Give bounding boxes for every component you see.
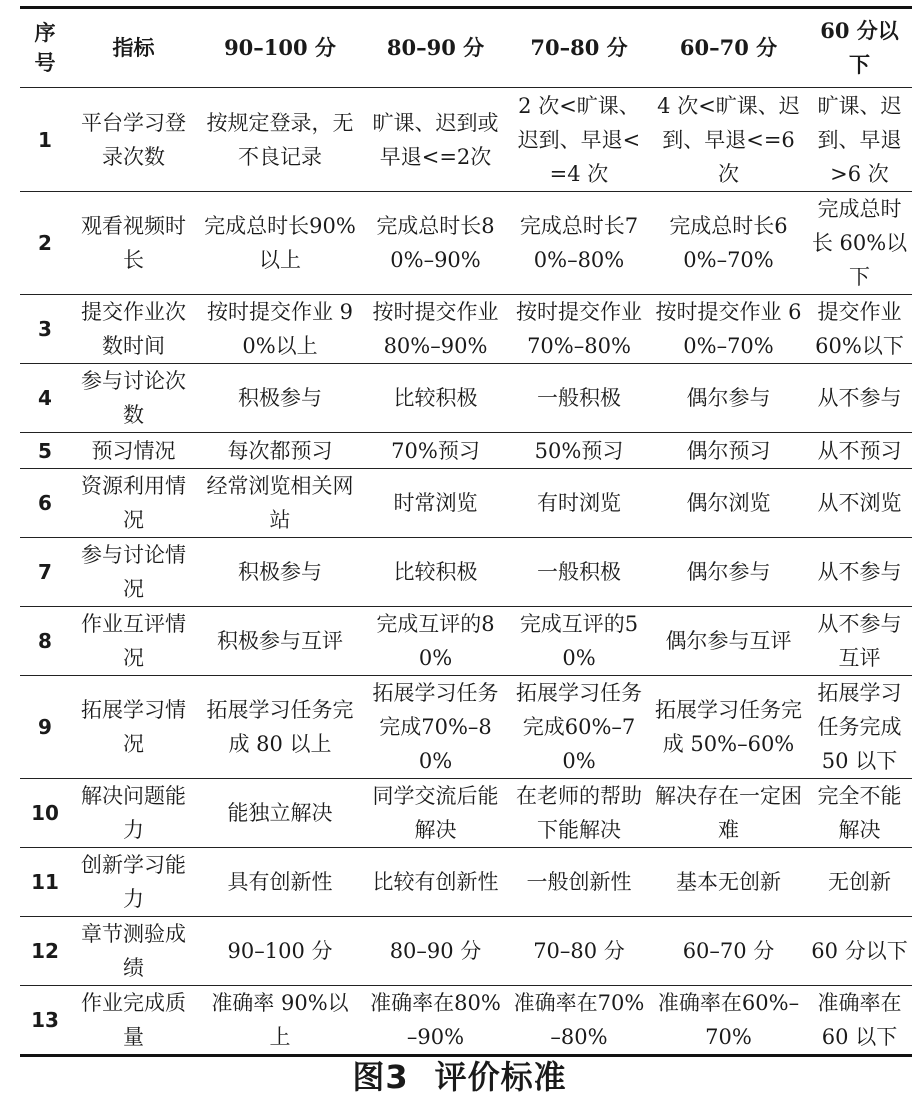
score-70-80: 准确率在70%–80% [508,986,650,1056]
score-below-60: 从不参与 [807,364,912,433]
score-60-70: 拓展学习任务完成 50%–60% [650,676,807,779]
score-below-60: 从不参与 [807,538,912,607]
row-index: 6 [20,469,70,538]
score-70-80: 拓展学习任务完成60%–70% [508,676,650,779]
row-indicator: 解决问题能力 [70,779,197,848]
row-indicator: 平台学习登录次数 [70,88,197,192]
score-below-60: 从不预习 [807,433,912,469]
row-index: 1 [20,88,70,192]
score-90-100: 积极参与 [197,364,363,433]
row-indicator: 参与讨论情况 [70,538,197,607]
table-row [20,192,912,295]
score-80-90: 完成总时长80%–90% [363,192,508,295]
score-70-80: 70–80 分 [508,917,650,986]
score-60-70: 准确率在60%–70% [650,986,807,1056]
table-row [20,676,912,779]
header-indicator: 指标 [70,8,197,88]
header-60-70: 60–70 分 [650,8,807,88]
table-row [20,848,912,917]
row-indicator: 章节测验成绩 [70,917,197,986]
evaluation-standards-table-wrapper [20,6,912,1057]
score-below-60: 拓展学习任务完成50 以下 [807,676,912,779]
score-70-80: 一般积极 [508,538,650,607]
score-80-90: 按时提交作业 80%–90% [363,295,508,364]
score-90-100: 能独立解决 [197,779,363,848]
table-row [20,986,912,1056]
score-60-70: 4 次<旷课、迟到、早退<=6 次 [650,88,807,192]
score-70-80: 一般积极 [508,364,650,433]
score-70-80: 50%预习 [508,433,650,469]
score-90-100: 按规定登录，无不良记录 [197,88,363,192]
score-80-90: 完成互评的80% [363,607,508,676]
score-70-80: 一般创新性 [508,848,650,917]
table-header-row [20,8,912,88]
row-index: 5 [20,433,70,469]
table-row [20,917,912,986]
score-60-70: 按时提交作业 60%–70% [650,295,807,364]
score-70-80: 有时浏览 [508,469,650,538]
score-90-100: 每次都预习 [197,433,363,469]
score-70-80: 在老师的帮助下能解决 [508,779,650,848]
score-80-90: 准确率在80%–90% [363,986,508,1056]
score-below-60: 60 分以下 [807,917,912,986]
score-below-60: 从不浏览 [807,469,912,538]
row-indicator: 参与讨论次数 [70,364,197,433]
score-below-60: 提交作业60%以下 [807,295,912,364]
row-index: 11 [20,848,70,917]
row-indicator: 资源利用情况 [70,469,197,538]
header-70-80: 70–80 分 [508,8,650,88]
score-80-90: 旷课、迟到或早退<=2次 [363,88,508,192]
row-index: 10 [20,779,70,848]
score-70-80: 完成互评的50% [508,607,650,676]
header-90-100: 90–100 分 [197,8,363,88]
row-indicator: 作业互评情况 [70,607,197,676]
row-index: 7 [20,538,70,607]
header-index: 序号 [20,8,70,88]
row-indicator: 预习情况 [70,433,197,469]
header-below-60: 60 分以下 [807,8,912,88]
score-90-100: 拓展学习任务完成 80 以上 [197,676,363,779]
row-index: 13 [20,986,70,1056]
table-row [20,364,912,433]
score-90-100: 积极参与互评 [197,607,363,676]
table-row [20,779,912,848]
evaluation-standards-table [20,6,912,1057]
score-below-60: 准确率在60 以下 [807,986,912,1056]
table-row [20,295,912,364]
score-80-90: 拓展学习任务完成70%–80% [363,676,508,779]
row-index: 3 [20,295,70,364]
score-below-60: 完成总时长 60%以下 [807,192,912,295]
score-90-100: 完成总时长90%以上 [197,192,363,295]
table-row [20,607,912,676]
header-80-90: 80–90 分 [363,8,508,88]
score-80-90: 比较积极 [363,364,508,433]
score-90-100: 准确率 90%以上 [197,986,363,1056]
score-60-70: 60–70 分 [650,917,807,986]
score-80-90: 比较有创新性 [363,848,508,917]
score-60-70: 基本无创新 [650,848,807,917]
row-index: 8 [20,607,70,676]
score-60-70: 解决存在一定困难 [650,779,807,848]
table-row [20,433,912,469]
score-90-100: 具有创新性 [197,848,363,917]
row-indicator: 观看视频时长 [70,192,197,295]
score-below-60: 完全不能解决 [807,779,912,848]
row-indicator: 提交作业次数时间 [70,295,197,364]
score-90-100: 积极参与 [197,538,363,607]
figure-title: 评价标准 [434,1058,567,1096]
row-indicator: 创新学习能力 [70,848,197,917]
score-60-70: 偶尔参与 [650,364,807,433]
row-indicator: 作业完成质量 [70,986,197,1056]
row-indicator: 拓展学习情况 [70,676,197,779]
figure-caption [0,1052,919,1098]
score-70-80: 2 次<旷课、迟到、早退<=4 次 [508,88,650,192]
score-90-100: 90–100 分 [197,917,363,986]
table-row [20,469,912,538]
row-index: 2 [20,192,70,295]
score-60-70: 偶尔参与互评 [650,607,807,676]
score-80-90: 70%预习 [363,433,508,469]
table-body [20,88,912,1056]
score-80-90: 80–90 分 [363,917,508,986]
score-60-70: 偶尔参与 [650,538,807,607]
score-below-60: 旷课、迟到、早退>6 次 [807,88,912,192]
score-60-70: 偶尔浏览 [650,469,807,538]
score-80-90: 时常浏览 [363,469,508,538]
score-70-80: 按时提交作业 70%–80% [508,295,650,364]
row-index: 4 [20,364,70,433]
row-index: 9 [20,676,70,779]
score-80-90: 同学交流后能解决 [363,779,508,848]
score-70-80: 完成总时长70%–80% [508,192,650,295]
score-60-70: 偶尔预习 [650,433,807,469]
figure-label: 图3 [352,1058,409,1096]
score-80-90: 比较积极 [363,538,508,607]
score-90-100: 经常浏览相关网站 [197,469,363,538]
table-row [20,88,912,192]
score-below-60: 无创新 [807,848,912,917]
score-60-70: 完成总时长60%–70% [650,192,807,295]
score-90-100: 按时提交作业 90%以上 [197,295,363,364]
row-index: 12 [20,917,70,986]
score-below-60: 从不参与互评 [807,607,912,676]
table-row [20,538,912,607]
